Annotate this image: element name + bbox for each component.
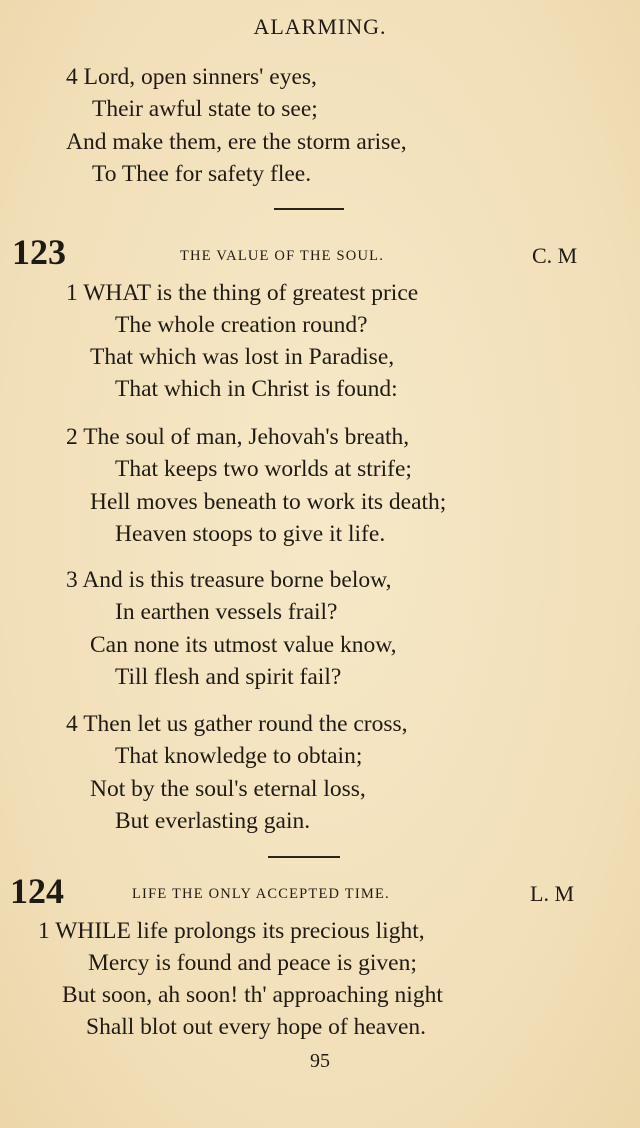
verse-line: Mercy is found and peace is given; (88, 950, 417, 976)
verse-line: Hell moves beneath to work its death; (90, 489, 447, 515)
hymn-meter: L. M (530, 881, 574, 906)
verse-line: That which was lost in Paradise, (90, 344, 395, 370)
hymn-number: 123 (12, 232, 66, 272)
hymn-number: 124 (10, 871, 64, 911)
verse-line: That which in Christ is found: (115, 376, 398, 402)
verse-line: That keeps two worlds at strife; (115, 456, 412, 482)
verse-line: Can none its utmost value know, (90, 632, 397, 658)
verse-line: That knowledge to obtain; (115, 743, 363, 769)
verse-line: 4 Lord, open sinners' eyes, (66, 64, 317, 90)
verse-line: To Thee for safety flee. (92, 161, 312, 187)
verse-line: In earthen vessels frail? (115, 599, 338, 625)
verse-line: Not by the soul's eternal loss, (90, 776, 366, 802)
verse-line: 1 WHAT is the thing of greatest price (66, 280, 419, 306)
verse-line: The whole creation round? (115, 312, 368, 338)
verse-line: But everlasting gain. (115, 808, 311, 834)
verse-line: But soon, ah soon! th' approaching night (62, 982, 443, 1008)
verse-line: Shall blot out every hope of heaven. (86, 1014, 427, 1040)
verse-line: 4 Then let us gather round the cross, (66, 711, 408, 737)
verse-line: Till flesh and spirit fail? (115, 664, 342, 690)
divider-rule (268, 856, 340, 858)
divider-rule (274, 208, 344, 210)
verse-line: 1 WHILE life prolongs its precious light, (38, 918, 425, 944)
verse-line: Heaven stoops to give it life. (115, 521, 386, 547)
hymn-meter: C. M (532, 243, 578, 268)
verse-line: 2 The soul of man, Jehovah's breath, (66, 424, 410, 450)
verse-line: 3 And is this treasure borne below, (66, 567, 392, 593)
page-number: 95 (310, 1050, 330, 1072)
hymn-title: LIFE THE ONLY ACCEPTED TIME. (132, 886, 390, 902)
hymn-title: THE VALUE OF THE SOUL. (180, 248, 385, 264)
running-header: ALARMING. (253, 14, 387, 39)
verse-line: And make them, ere the storm arise, (66, 129, 407, 155)
verse-line: Their awful state to see; (92, 96, 318, 122)
